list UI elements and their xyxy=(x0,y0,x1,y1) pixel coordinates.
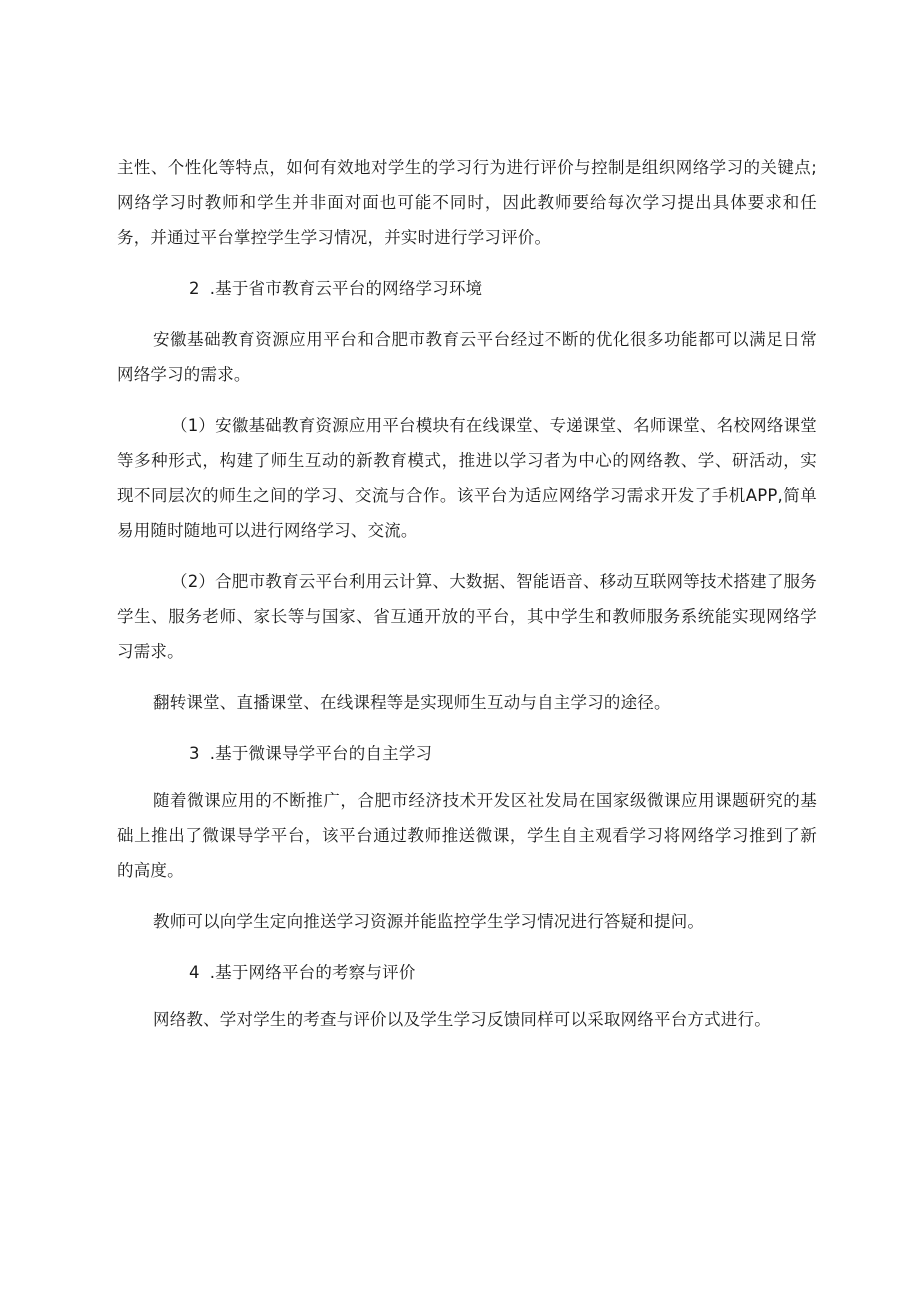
section-heading-3 xyxy=(117,736,817,771)
paragraph: 随着微课应用的不断推广，合肥市经济技术开发区社发局在国家级微课应用课题研究的基础上推出了微课导学平台，该平台通过教师推送微课，学生自主观看学习将网络学习推到了新的高度。 xyxy=(117,791,817,880)
paragraph-item-1: （1）安徽基础教育资源应用平台模块有在线课堂、专递课堂、名师课堂、名校网络课堂等多种形式，构建了师生互动的新教育模式，推进以学习者为中心的网络教、学、研活动，实现不同层次的师生之间的学习、交流与合作。该平台为适应网络学习需求开发了手机APP,简单易用随时随地可以进行网络学习、交流。 xyxy=(117,416,817,540)
section-heading-2 xyxy=(117,271,817,306)
heading-text: .基于微课导学平台的自主学习 xyxy=(209,744,433,763)
heading-text: .基于网络平台的考察与评价 xyxy=(209,963,416,982)
paragraph-item-2: （2）合肥市教育云平台利用云计算、大数据、智能语音、移动互联网等技术搭建了服务学生、服务老师、家长等与国家、省互通开放的平台，其中学生和教师服务系统能实现网络学习需求。 xyxy=(117,572,817,661)
heading-number: 4 xyxy=(189,963,200,982)
paragraph: 教师可以向学生定向推送学习资源并能监控学生学习情况进行答疑和提问。 xyxy=(153,912,705,931)
heading-number: 3 xyxy=(189,744,200,763)
heading-number: 2 xyxy=(189,279,200,298)
section-heading-4 xyxy=(117,955,817,990)
paragraph: 网络教、学对学生的考查与评价以及学生学习反馈同样可以采取网络平台方式进行。 xyxy=(153,1010,771,1029)
heading-text: .基于省市教育云平台的网络学习环境 xyxy=(209,279,483,298)
paragraph: 安徽基础教育资源应用平台和合肥市教育云平台经过不断的优化很多功能都可以满足日常网络学习的需求。 xyxy=(117,330,817,384)
document-body xyxy=(117,150,817,1037)
paragraph: 翻转课堂、直播课堂、在线课程等是实现师生互动与自主学习的途径。 xyxy=(153,693,671,712)
paragraph-continuation: 主性、个性化等特点，如何有效地对学生的学习行为进行评价与控制是组织网络学习的关键点;网络学习时教师和学生并非面对面也可能不同时，因此教师要给每次学习提出具体要求和任务，并通过平台掌控学生学习情况，并实时进行学习评价。 xyxy=(117,158,817,247)
